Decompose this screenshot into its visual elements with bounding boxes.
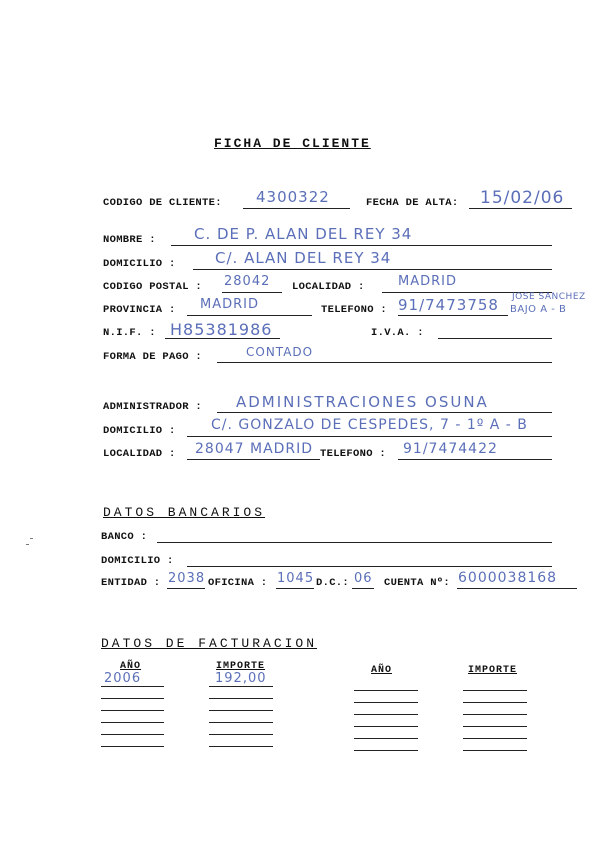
row-line bbox=[209, 734, 273, 735]
admin-telefono-line bbox=[398, 459, 552, 460]
form-title: FICHA DE CLIENTE bbox=[214, 136, 371, 151]
row-line bbox=[354, 702, 418, 703]
dc-label: D.C.: bbox=[316, 577, 350, 589]
telefono-note-floor: BAJO A - B bbox=[510, 304, 567, 315]
row-line bbox=[463, 738, 527, 739]
provincia-value[interactable]: MADRID bbox=[200, 297, 259, 312]
row-line bbox=[354, 738, 418, 739]
datos-bancarios-heading: DATOS BANCARIOS bbox=[103, 505, 266, 520]
oficina-label: OFICINA : bbox=[208, 577, 268, 589]
row-line bbox=[209, 722, 273, 723]
codigo-cliente-line bbox=[243, 208, 350, 209]
row-line bbox=[101, 686, 164, 687]
telefono-label: TELEFONO : bbox=[321, 304, 388, 316]
entidad-value[interactable]: 2038 bbox=[168, 571, 206, 586]
row-line bbox=[463, 690, 527, 691]
iva-label: I.V.A. : bbox=[371, 327, 424, 339]
forma-pago-label: FORMA DE PAGO : bbox=[103, 351, 203, 363]
banco-domicilio-label: DOMICILIO : bbox=[101, 555, 174, 567]
nif-label: N.I.F. : bbox=[103, 327, 156, 339]
admin-telefono-label: TELEFONO : bbox=[320, 448, 387, 460]
fecha-alta-value[interactable]: 15/02/06 bbox=[480, 188, 565, 208]
telefono-line bbox=[398, 315, 508, 316]
row-line bbox=[463, 702, 527, 703]
admin-domicilio-line bbox=[187, 436, 552, 437]
col-ano-left: AÑO bbox=[120, 661, 142, 672]
telefono-note-name: JOSE SANCHEZ bbox=[512, 292, 586, 302]
nombre-value[interactable]: C. DE P. ALAN DEL REY 34 bbox=[194, 225, 413, 243]
col-importe-right: IMPORTE bbox=[468, 665, 518, 676]
row-line bbox=[209, 710, 273, 711]
fecha-alta-line bbox=[469, 208, 572, 209]
row-line bbox=[209, 686, 273, 687]
oficina-line bbox=[276, 588, 314, 589]
admin-localidad-label: LOCALIDAD : bbox=[103, 448, 176, 460]
banco-line bbox=[157, 542, 552, 543]
administrador-label: ADMINISTRADOR : bbox=[103, 401, 203, 413]
fecha-alta-label: FECHA DE ALTA: bbox=[366, 197, 459, 209]
codigo-postal-line bbox=[222, 292, 282, 293]
dc-value[interactable]: 06 bbox=[354, 571, 373, 586]
admin-domicilio-value[interactable]: C/. GONZALO DE CESPEDES, 7 - 1º A - B bbox=[211, 417, 528, 433]
row-line bbox=[101, 722, 164, 723]
banco-domicilio-line bbox=[187, 566, 552, 567]
nombre-line bbox=[171, 245, 552, 246]
localidad-label: LOCALIDAD : bbox=[292, 281, 365, 293]
row-line bbox=[101, 746, 164, 747]
datos-facturacion-heading: DATOS DE FACTURACION bbox=[101, 636, 318, 651]
iva-line bbox=[438, 338, 552, 339]
cuenta-label: CUENTA Nº: bbox=[384, 577, 451, 589]
row-line bbox=[354, 690, 418, 691]
row-line bbox=[354, 714, 418, 715]
codigo-postal-label: CODIGO POSTAL : bbox=[103, 281, 203, 293]
codigo-cliente-value[interactable]: 4300322 bbox=[256, 188, 330, 206]
col-importe-left: IMPORTE bbox=[216, 661, 266, 672]
row-line bbox=[463, 714, 527, 715]
codigo-postal-value[interactable]: 28042 bbox=[224, 274, 271, 289]
row-line bbox=[354, 726, 418, 727]
admin-localidad-value[interactable]: 28047 MADRID bbox=[195, 441, 314, 457]
scan-mark bbox=[26, 544, 29, 545]
domicilio-value[interactable]: C/. ALAN DEL REY 34 bbox=[215, 249, 392, 267]
forma-pago-value[interactable]: CONTADO bbox=[246, 345, 314, 359]
provincia-label: PROVINCIA : bbox=[103, 304, 176, 316]
nif-value[interactable]: H85381986 bbox=[170, 320, 273, 339]
admin-domicilio-label: DOMICILIO : bbox=[103, 425, 176, 437]
row-line bbox=[463, 726, 527, 727]
row-line bbox=[463, 750, 527, 751]
row-line bbox=[209, 698, 273, 699]
row-line bbox=[101, 734, 164, 735]
telefono-value[interactable]: 91/7473758 bbox=[398, 296, 499, 314]
row-line bbox=[354, 750, 418, 751]
nombre-label: NOMBRE : bbox=[103, 234, 156, 246]
factura-importe-0[interactable]: 192,00 bbox=[215, 671, 267, 686]
col-ano-right: AÑO bbox=[371, 665, 393, 676]
provincia-line bbox=[187, 315, 312, 316]
entidad-label: ENTIDAD : bbox=[101, 577, 161, 589]
domicilio-line bbox=[193, 269, 552, 270]
cuenta-line bbox=[457, 588, 577, 589]
admin-telefono-value[interactable]: 91/7474422 bbox=[403, 441, 498, 457]
dc-line bbox=[352, 588, 374, 589]
row-line bbox=[101, 710, 164, 711]
localidad-value[interactable]: MADRID bbox=[398, 274, 457, 289]
codigo-cliente-label: CODIGO DE CLIENTE: bbox=[103, 197, 222, 209]
row-line bbox=[209, 746, 273, 747]
administrador-line bbox=[217, 412, 552, 413]
scan-mark bbox=[30, 538, 33, 539]
entidad-line bbox=[167, 588, 205, 589]
domicilio-label: DOMICILIO : bbox=[103, 258, 176, 270]
cuenta-value[interactable]: 6000038168 bbox=[458, 570, 558, 586]
banco-label: BANCO : bbox=[101, 531, 148, 543]
forma-pago-line bbox=[217, 362, 552, 363]
admin-localidad-line bbox=[187, 459, 320, 460]
row-line bbox=[101, 698, 164, 699]
administrador-value[interactable]: ADMINISTRACIONES OSUNA bbox=[236, 393, 489, 411]
factura-ano-0[interactable]: 2006 bbox=[104, 671, 142, 686]
oficina-value[interactable]: 1045 bbox=[277, 571, 315, 586]
